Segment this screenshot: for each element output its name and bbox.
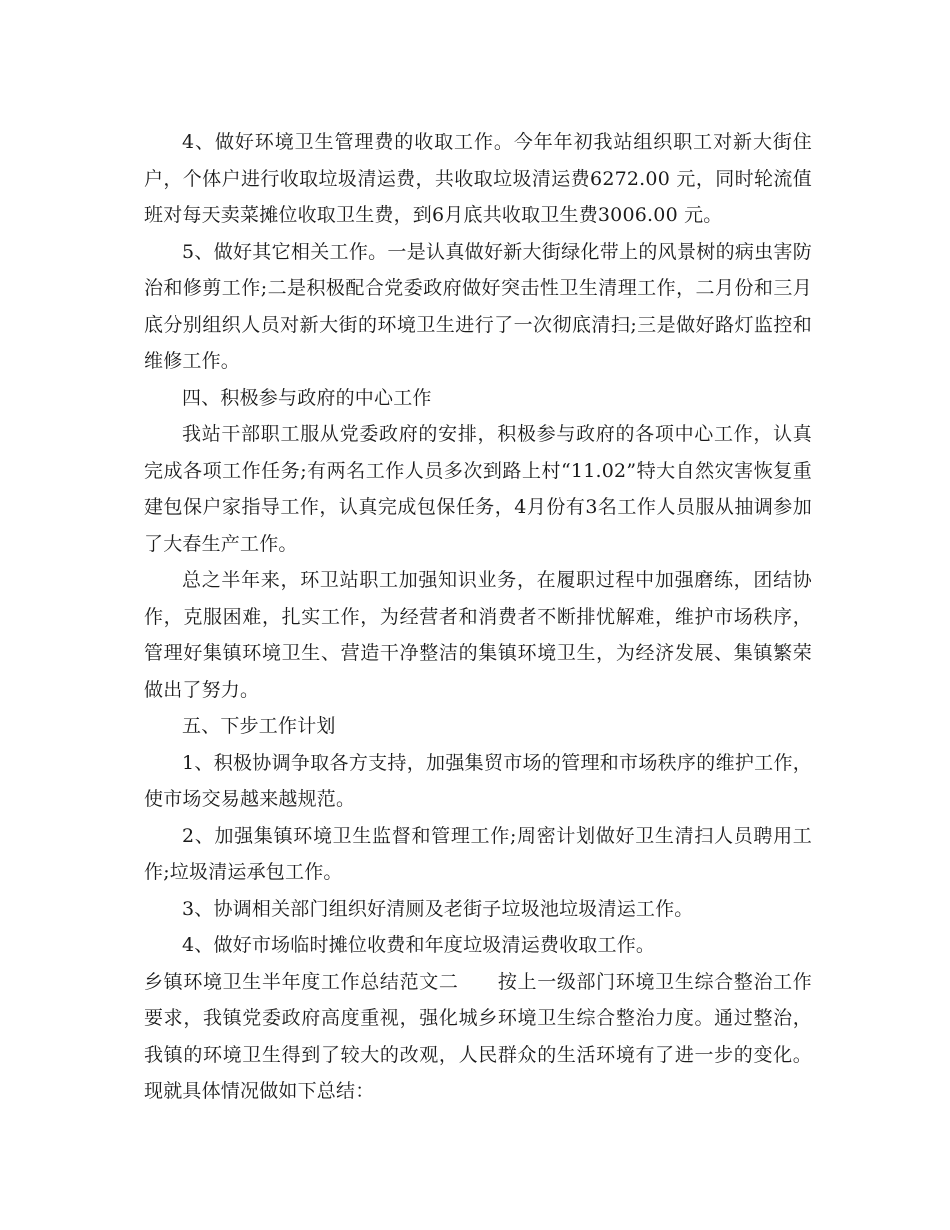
plan-item-3: 3、协调相关部门组织好清厕及老街子垃圾池垃圾清运工作。: [182, 897, 694, 920]
plan-item-2: 2、加强集镇环境卫生监督和管理工作;周密计划做好卫生清扫人员聘用工作;垃圾清运承包工作。: [144, 824, 812, 883]
paragraph-summary: 总之半年来，环卫站职工加强知识业务，在履职过程中加强磨练，团结协作，克服困难，扎实工作，为经营者和消费者不断排忧解难，维护市场秩序，管理好集镇环境卫生、营造干净整洁的集镇环境卫生，为经济发展、集镇繁荣做出了努力。: [144, 569, 812, 701]
plan-item-1: 1、积极协调争取各方支持，加强集贸市场的管理和市场秩序的维护工作，使市场交易越来越规范。: [144, 751, 812, 810]
paragraph-other-work: 5、做好其它相关工作。一是认真做好新大街绿化带上的风景树的病虫害防治和修剪工作;二是积极配合党委政府做好突击性卫生清理工作，二月份和三月底分别组织人员对新大街的环境卫生进行了一次彻底清扫;三是做好路灯监控和维修工作。: [144, 240, 812, 372]
paragraph-central-work: 我站干部职工服从党委政府的安排，积极参与政府的各项中心工作，认真完成各项工作任务;有两名工作人员多次到路上村“11.02”特大自然灾害恢复重建包保户家指导工作，认真完成包保任务，4月份有3名工作人员服从抽调参加了大春生产工作。: [144, 423, 812, 555]
paragraph-fee-collection: 4、做好环境卫生管理费的收取工作。今年年初我站组织职工对新大街住户，个体户进行收取垃圾清运费，共收取垃圾清运费6272.00 元，同时轮流值班对每天卖菜摊位收取卫生费，到6月底共收取卫生费3006.00 元。: [144, 131, 812, 226]
paragraph-sample-two-intro: 乡镇环境卫生半年度工作总结范文二 按上一级部门环境卫生综合整治工作要求，我镇党委政府高度重视，强化城乡环境卫生综合整治力度。通过整治，我镇的环境卫生得到了较大的改观，人民群众的生活环境有了进一步的变化。现就具体情况做如下总结：: [144, 970, 812, 1102]
section-heading-central-work: 四、积极参与政府的中心工作: [182, 386, 432, 409]
plan-item-4: 4、做好市场临时摊位收费和年度垃圾清运费收取工作。: [182, 934, 656, 956]
document-body: [144, 124, 812, 1110]
section-heading-next-plan: 五、下步工作计划: [182, 715, 336, 737]
